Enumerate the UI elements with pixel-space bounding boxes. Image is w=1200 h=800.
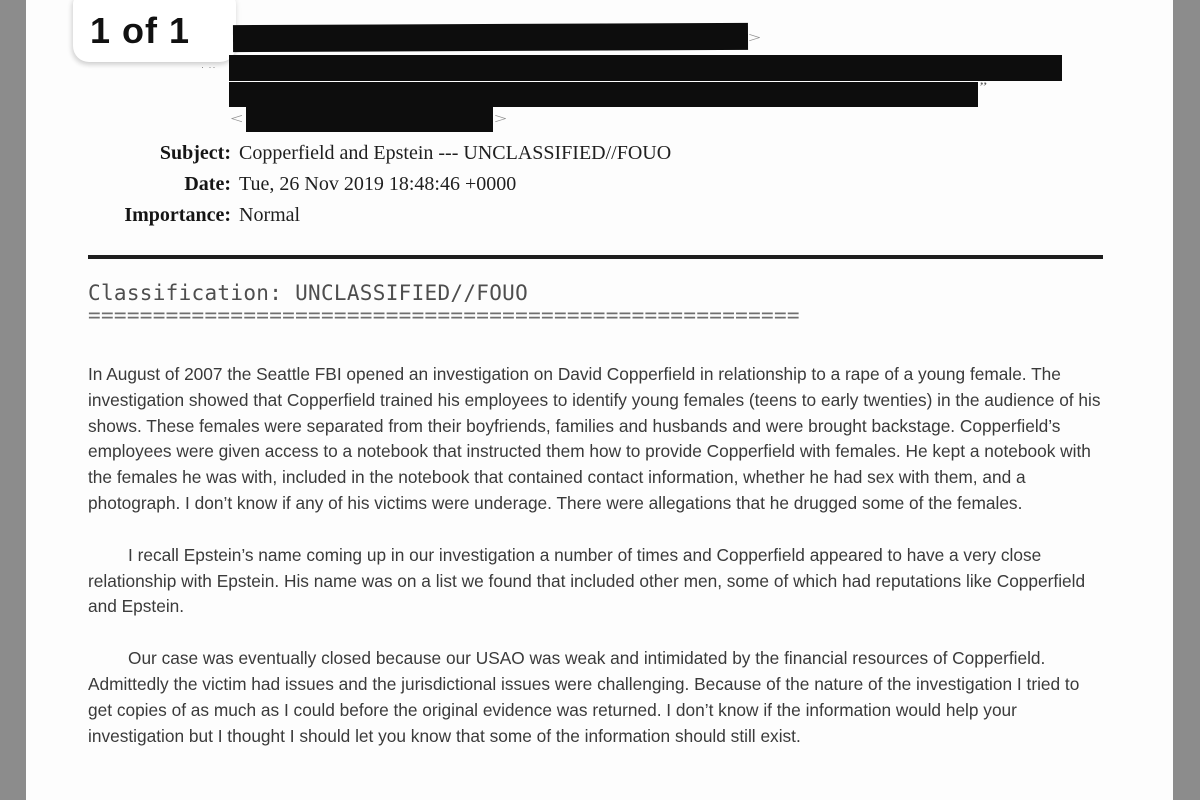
page-counter-label: 1 of 1 — [90, 10, 191, 51]
scan-border-right — [1173, 0, 1200, 800]
email-body — [88, 362, 1106, 775]
body-paragraph-3: Our case was eventually closed because our USAO was weak and intimidated by the financial resources of Copperfield. Admittedly the victim had issues and the jurisdictional issues were challenging. Because of the nature of the investigation I tried to get copies of as much as I could before the original evidence was returned. I don’t know if the information would help your investigation but I thought I should let you know that some of the information should still exist. — [88, 648, 1080, 746]
redaction-bar-from — [233, 23, 748, 52]
classification-banner — [88, 281, 1103, 325]
body-paragraph-1: In August of 2007 the Seattle FBI opened an investigation on David Copperfield in relationship to a rape of a young female. The investigation showed that Copperfield trained his employees to identify young females (teens to early twenties) in the audience of his shows. These females were separated from their boyfriends, families and husbands and were brought backstage. Copperfield’s employees were given access to a notebook that instructed them how to provide Copperfield with females. He kept a notebook with the females he was with, included in the notebook that contained contact information, whether he had sex with them, and a photograph. I don’t know if any of his victims were underage. There were allegations that he drugged some of the females. — [88, 364, 1101, 513]
subject-value: Copperfield and Epstein --- UNCLASSIFIED//FOUO — [239, 142, 672, 164]
angle-bracket-icon: > — [494, 110, 508, 128]
angle-bracket-icon: < — [230, 110, 244, 128]
header-row-subject — [88, 138, 1104, 169]
redaction-bar-to-line1 — [229, 55, 1062, 81]
email-header-fields — [88, 138, 1104, 231]
angle-bracket-icon: > — [748, 29, 762, 47]
illegible-artifact-marks: · ·· — [201, 62, 217, 72]
quote-mark-artifact: ” — [979, 81, 988, 94]
header-row-importance — [88, 200, 1104, 231]
subject-label: Subject: — [159, 142, 231, 164]
classification-separator: ======================================================= — [88, 305, 800, 325]
page-counter-card — [73, 0, 236, 62]
header-row-date — [88, 169, 1104, 200]
redaction-bar-to-line2 — [229, 82, 978, 107]
importance-value: Normal — [239, 204, 301, 226]
importance-label: Importance: — [124, 204, 231, 226]
body-paragraph-2: I recall Epstein’s name coming up in our investigation a number of times and Copperfield appeared to have a very close relationship with Epstein. His name was on a list we found that included other men, some of which had reputations like Copperfield and Epstein. — [88, 544, 1086, 617]
scan-border-left — [0, 0, 26, 800]
classification-line: Classification: UNCLASSIFIED//FOUO — [88, 281, 529, 305]
redaction-bar-cc — [246, 106, 493, 132]
date-label: Date: — [184, 173, 231, 195]
header-divider-rule — [88, 255, 1103, 259]
date-value: Tue, 26 Nov 2019 18:48:46 +0000 — [239, 173, 517, 195]
